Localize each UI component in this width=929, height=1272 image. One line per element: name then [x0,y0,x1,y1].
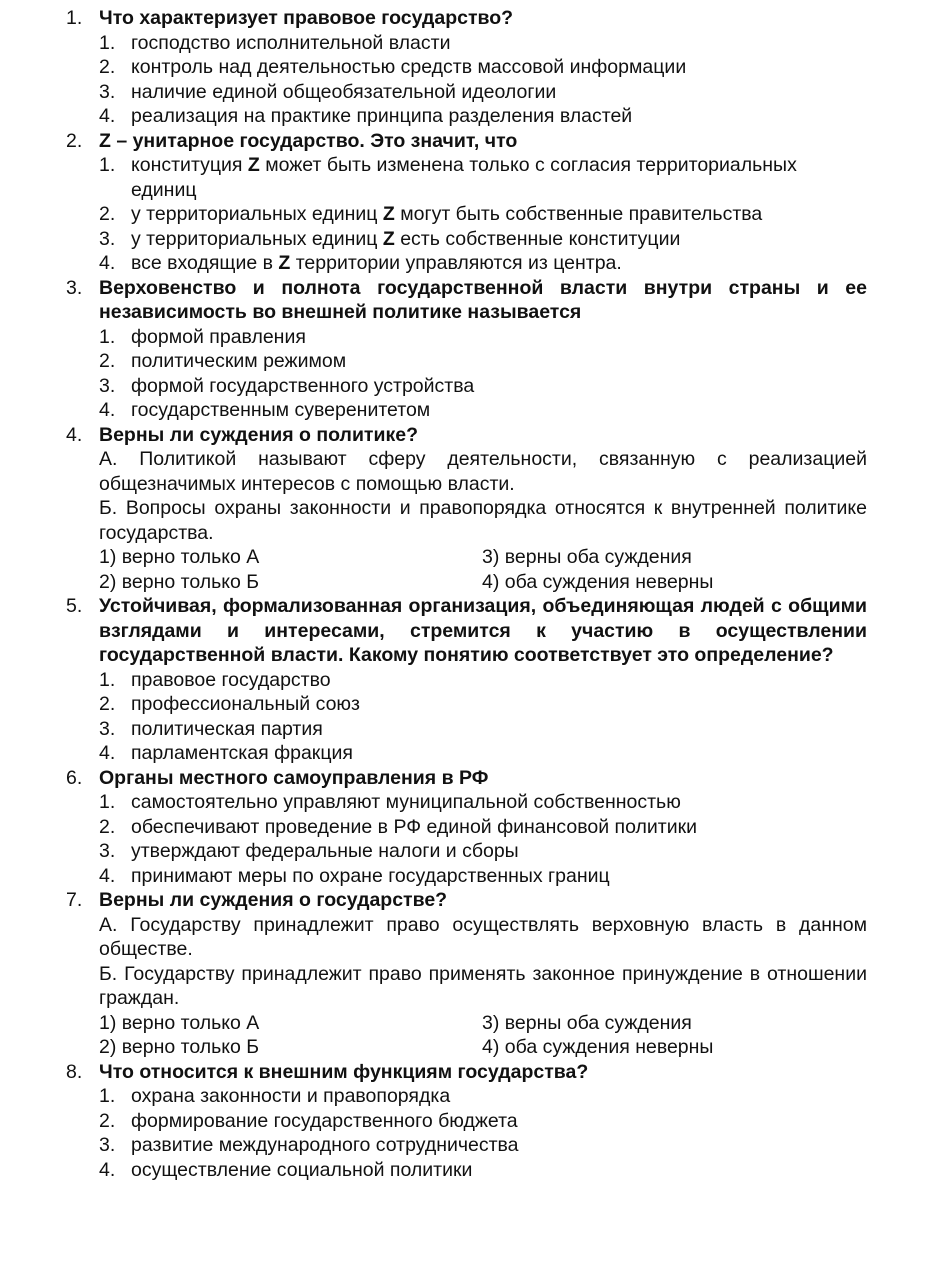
answer-option: 3. формой государственного устройства [99,374,475,397]
choice-option: 3) верны оба суждения [482,1011,692,1034]
choice-option: 3) верны оба суждения [482,546,692,568]
statement-b: Б. Государству принадлежит право применять законное принуждение в отношении граждан. [99,962,867,1009]
question-title [0,594,929,668]
answer-option: 1. конституция Z может быть изменена только с согласия территориальных единиц [99,154,797,201]
question-number: 7. [66,889,83,911]
answer-option: 4. осуществление социальной политики [99,1158,473,1181]
answer-list [0,31,929,129]
question-number: 2. [66,129,83,152]
question-title [0,129,929,154]
question-title [0,423,929,448]
answer-option: 4. парламентская фракция [99,742,353,764]
choice-option: 2) верно только Б [99,570,260,593]
answer-option: 2. контроль над деятельностью средств массовой информации [99,56,687,78]
choice-option: 2) верно только Б [99,1036,260,1058]
answer-option: 4. принимают меры по охране государственных границ [99,864,610,887]
question-number: 5. [66,595,83,617]
statement-a: А. Политикой называют сферу деятельности, связанную с реализацией общезначимых интересов с помощью власти. [99,448,867,495]
answer-option: 1. охрана законности и правопорядка [99,1085,451,1107]
answer-option: 1. господство исполнительной власти [99,31,451,54]
answer-list [0,325,929,423]
answer-list [0,668,929,766]
answer-option: 3. у территориальных единиц Z есть собственные конституции [99,227,681,250]
answer-option: 2. обеспечивают проведение в РФ единой финансовой политики [99,815,698,838]
question-title [0,1060,929,1085]
question-title [0,888,929,913]
answer-option: 2. профессиональный союз [99,693,361,715]
question-1 [0,6,929,129]
statement-a: А. Государству принадлежит право осуществлять верховную власть в данном обществе. [99,913,867,960]
answer-option: 2. политическим режимом [99,350,347,372]
question-number: 8. [66,1060,83,1083]
choice-option: 1) верно только А [99,1011,260,1034]
answer-option: 1. правовое государство [99,668,331,691]
answer-option: 3. утверждают федеральные налоги и сборы [99,840,519,862]
answer-option: 1. самостоятельно управляют муниципальной собственностью [99,791,681,813]
question-text: Z – унитарное государство. Это значит, что [99,129,518,152]
answer-option: 1. формой правления [99,325,306,348]
answer-option: 4. реализация на практике принципа разделения властей [99,105,633,127]
choice-option: 4) оба суждения неверны [482,570,714,593]
question-number: 6. [66,766,83,789]
answer-option: 2. у территориальных единиц Z могут быть собственные правительства [99,203,763,225]
answer-option: 3. развитие международного сотрудничества [99,1134,519,1156]
answer-option: 3. политическая партия [99,717,323,740]
question-6 [0,766,929,889]
question-8 [0,1060,929,1183]
question-text: Что характеризует правовое государство? [99,7,514,29]
question-7 [0,888,929,1060]
answer-list [0,790,929,888]
question-text: Органы местного самоуправления в РФ [99,766,489,789]
question-5 [0,594,929,766]
statement-b: Б. Вопросы охраны законности и правопорядка относятся к внутренней политике государства. [99,497,867,544]
question-text: Верховенство и полнота государственной власти внутри страны и ее независимость во внешней политике называется [99,276,867,323]
choice-grid [0,1011,929,1060]
answer-option: 4. все входящие в Z территории управляются из центра. [99,252,622,274]
answer-option: 3. наличие единой общеобязательной идеологии [99,80,557,103]
answer-option: 4. государственным суверенитетом [99,399,431,421]
question-4 [0,423,929,595]
choice-grid [0,545,929,594]
question-text: Верны ли суждения о политике? [99,423,418,446]
question-number: 4. [66,423,83,446]
question-title [0,6,929,31]
question-text: Что относится к внешним функциям государства? [99,1060,589,1083]
question-text: Устойчивая, формализованная организация, объединяющая людей с общими взглядами и интересами, стремится к участию в осуществлении государственной власти. Какому понятию соответствует это определение? [99,595,867,666]
choice-option: 1) верно только А [99,546,260,568]
answer-option: 2. формирование государственного бюджета [99,1109,518,1132]
question-title [0,766,929,791]
question-text: Верны ли суждения о государстве? [99,889,448,911]
question-number: 3. [66,276,83,299]
answer-list [0,153,929,276]
choice-option: 4) оба суждения неверны [482,1036,714,1058]
question-number: 1. [66,7,83,29]
question-title [0,276,929,325]
answer-list [0,1084,929,1182]
question-3 [0,276,929,423]
question-2 [0,129,929,276]
